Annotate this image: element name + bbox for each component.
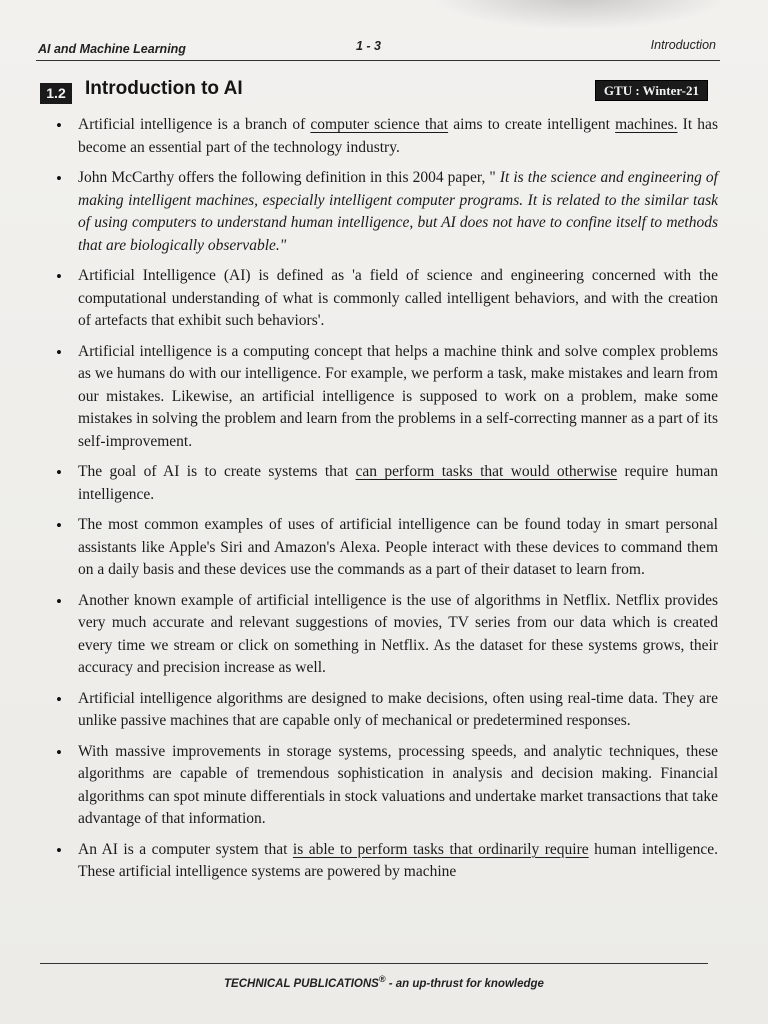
section-heading: [40, 76, 710, 104]
header-divider: [36, 60, 720, 61]
publisher-name: TECHNICAL PUBLICATIONS: [224, 977, 379, 990]
page-shadow: [430, 0, 730, 30]
page-number: 1 - 3: [356, 39, 382, 53]
section-title: Introduction to AI: [85, 78, 243, 99]
bullet-item: • The most common examples of uses of artificial intelligence can be found today in smart personal assistants like Apple's Siri and Amazon's Alexa. People interact with these devices to command them on a daily basis and these devices use the commands as a part of their dataset to learn from.: [56, 514, 718, 582]
book-title: AI and Machine Learning: [38, 42, 186, 56]
bullet-item: • John McCarthy offers the following definition in this 2004 paper, " It is the science and engineering of making intelligent machines, especially intelligent computer programs. It is related to the similar task of using computers to understand human intelligence, but AI does not have to confine itself to methods that are biologically observable.": [56, 167, 718, 257]
bullet-item: • An AI is a computer system that is able to perform tasks that ordinarily require human intelligence. These artificial intelligence systems are powered by machine: [56, 839, 718, 884]
page-footer: [0, 974, 768, 990]
chapter-name: Introduction: [650, 38, 716, 52]
section-number: 1.2: [40, 83, 72, 104]
mccarthy-quote: It is the science and engineering of making intelligent machines, especially intelligent computer programs. It is related to the similar task of using computers to understand human intelligence, but AI does not have to confine itself to methods that are biologically observable.": [78, 169, 718, 254]
bullet-item: • Artificial Intelligence (AI) is defined as 'a field of science and engineering concerned with the computational understanding of what is commonly called intelligent behaviors, and with the creation of artefacts that exhibit such behaviors'.: [56, 265, 718, 333]
running-header: [38, 38, 718, 60]
registered-mark: ®: [378, 974, 386, 984]
bullet-list: [56, 114, 718, 892]
footer-divider: [40, 963, 708, 964]
bullet-item: • Another known example of artificial intelligence is the use of algorithms in Netflix. Netflix provides very much accurate and relevant suggestions of movies, TV series from our data which is created every time we stream or click on something in Netflix. As the dataset for these systems grows, their accuracy and precision increase as well.: [56, 590, 718, 680]
exam-tag-badge: GTU : Winter-21: [595, 80, 708, 101]
bullet-item: • Artificial intelligence algorithms are designed to make decisions, often using real-time data. They are unlike passive machines that are capable only of mechanical or predetermined responses.: [56, 688, 718, 733]
bullet-item: • With massive improvements in storage systems, processing speeds, and analytic techniques, these algorithms are capable of tremendous sophistication in analysis and decision making. Financial algorithms can spot minute differentials in stock valuations and undertake market transactions that take advantage of that information.: [56, 741, 718, 831]
bullet-item: • Artificial intelligence is a computing concept that helps a machine think and solve complex problems as we humans do with our intelligence. For example, we perform a task, make mistakes and learn from our mistakes. Likewise, an artificial intelligence is supposed to work on a problem, make some mistakes in solving the problem and learn from the problems in a self-correcting manner as a part of its self-improvement.: [56, 341, 718, 454]
bullet-item: • The goal of AI is to create systems that can perform tasks that would otherwise require human intelligence.: [56, 461, 718, 506]
bullet-item: • Artificial intelligence is a branch of computer science that aims to create intelligent machines. It has become an essential part of the technology industry.: [56, 114, 718, 159]
publisher-tagline: - an up-thrust for knowledge: [385, 977, 544, 990]
